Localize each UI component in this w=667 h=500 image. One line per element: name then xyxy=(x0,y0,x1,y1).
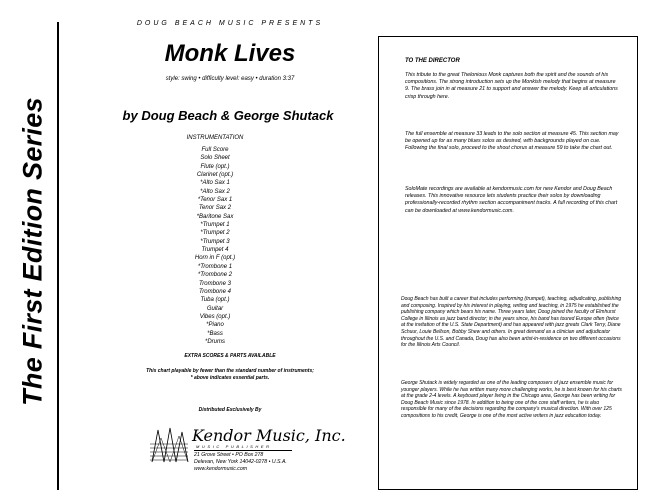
piece-title: Monk Lives xyxy=(164,40,296,67)
address-line-2: Delevan, New York 14042-0278 • U.S.A. xyxy=(194,459,287,466)
instrument-item: *Trumpet 1 xyxy=(200,222,230,229)
publisher-name: Kendor Music, Inc. xyxy=(192,426,346,445)
george-shutack-bio: George Shutack is widely regarded as one of the leading composers of jazz ensemble music for younger players. While he has written many more challenging works, he is best known for his charts at the grade 2-4 levels. A keyboard player living in the Chicago area, George has been writing for Doug Beach Music since 1978. In addition to being one of the core staff writers, he is also responsible for many of the decisions regarding the company's musical direction. With over 125 compositions to his credit, George is one of the most active writers in jazz education today. xyxy=(401,380,622,419)
publisher-address xyxy=(194,452,287,474)
director-paragraph-2: The full ensemble at measure 33 leads to the solo section at measure 45. This section may be opened up for as many blues solos as desired, with backgrounds played on cue. Following the final solo, proceed to the shout chorus at measure 59 to take the chart out. xyxy=(405,131,619,152)
address-line-1: 21 Grove Street • PO Box 278 xyxy=(194,452,264,458)
notes-frame xyxy=(378,36,638,490)
instrument-item: Full Score xyxy=(201,147,229,153)
style-line: style: swing • difficulty level: easy • duration 3:37 xyxy=(165,76,295,82)
playability-line-1: This chart playable by fewer than the standard number of instruments; xyxy=(146,368,314,374)
instrument-item: Horn in F (opt.) xyxy=(194,255,236,262)
instrument-item: *Trombone 1 xyxy=(197,263,233,270)
publisher-website: www.kendormusic.com xyxy=(194,466,248,473)
instrument-item: *Tenor Sax 1 xyxy=(197,197,233,204)
instrument-item: *Baritone Sax xyxy=(196,213,234,220)
distributed-by: Distributed Exclusively By xyxy=(198,407,262,413)
instrument-item: *Bass xyxy=(207,330,223,337)
instrument-item: Solo Sheet xyxy=(200,155,230,162)
instrument-item: *Drums xyxy=(204,338,225,345)
publisher-subtitle: MUSIC PUBLISHER xyxy=(196,444,272,449)
series-spine xyxy=(0,0,66,500)
instrument-item: Trumpet 4 xyxy=(201,247,229,254)
director-paragraph-3: SoloMate recordings are available at kendormusic.com for new Kendor and Doug Beach releases. This innovative resource lets students practice their solos by downloading professionally-recorded rhythm section accompaniment tracks. A full recording of this chart can be downloaded at www.kendormusic.com. xyxy=(405,186,618,214)
presents-line: DOUG BEACH MUSIC PRESENTS xyxy=(136,20,324,27)
instrument-item: *Trombone 2 xyxy=(197,272,233,279)
director-heading: TO THE DIRECTOR xyxy=(405,58,460,64)
extra-parts-note: EXTRA SCORES & PARTS AVAILABLE xyxy=(184,353,276,359)
playability-line-2: * above indicates essential parts. xyxy=(190,375,270,381)
publisher-rule xyxy=(194,450,292,451)
kendor-logo-icon xyxy=(148,424,190,464)
composer-byline: by Doug Beach & George Shutack xyxy=(122,108,334,123)
instrumentation-heading: INSTRUMENTATION xyxy=(186,135,244,141)
instrument-item: Tenor Sax 2 xyxy=(198,205,232,212)
instrument-item: Guitar xyxy=(206,305,224,312)
spine-divider xyxy=(57,22,59,490)
instrument-item: *Piano xyxy=(206,322,224,329)
playability-note xyxy=(96,368,364,382)
instrument-item: *Alto Sax 2 xyxy=(200,188,230,195)
instrument-item: *Trumpet 2 xyxy=(200,230,230,237)
instrument-item: *Trumpet 3 xyxy=(200,238,230,245)
instrument-item: Clarinet (opt.) xyxy=(196,172,234,179)
instrument-item: Tuba (opt.) xyxy=(200,297,230,304)
instrumentation-list xyxy=(160,146,270,346)
doug-beach-bio: Doug Beach has built a career that includes performing (trumpet), teaching, adjudicating, publishing and composing. Inspired by his interest in playing, writing and teaching, in 1975 he established the publishing company which bears his name. Three years later, Doug joined the faculty of Elmhurst College in Illinois as jazz band director; in the years since, his band has toured Europe often (twice at the invitation of the U.S. State Department) and has appeared with jazz greats Clark Terry, Diane Schuur, Louie Bellson, Bobby Shew and others. In great demand as a clinician and adjudicator throughout the U.S. and Canada, Doug has also been artist-in-residence on two different occasions for the Illinois Arts Council. xyxy=(401,296,622,349)
instrument-item: Trombone 4 xyxy=(199,288,231,295)
instrument-item: Vibes (opt.) xyxy=(199,313,231,320)
instrument-item: *Alto Sax 1 xyxy=(200,180,230,187)
series-title: The First Edition Series xyxy=(17,97,48,406)
instrument-item: Flute (opt.) xyxy=(200,163,230,170)
instrument-item: Trombone 3 xyxy=(199,280,231,287)
director-paragraph-1: This tribute to the great Thelonious Monk captures both the spirit and the sounds of his compositions. The strong introduction sets up the Monkish melody that begins at measure 9. The brass join in at measure 21 to support and answer the melody. Keep all articulations crisp through here. xyxy=(405,72,618,100)
